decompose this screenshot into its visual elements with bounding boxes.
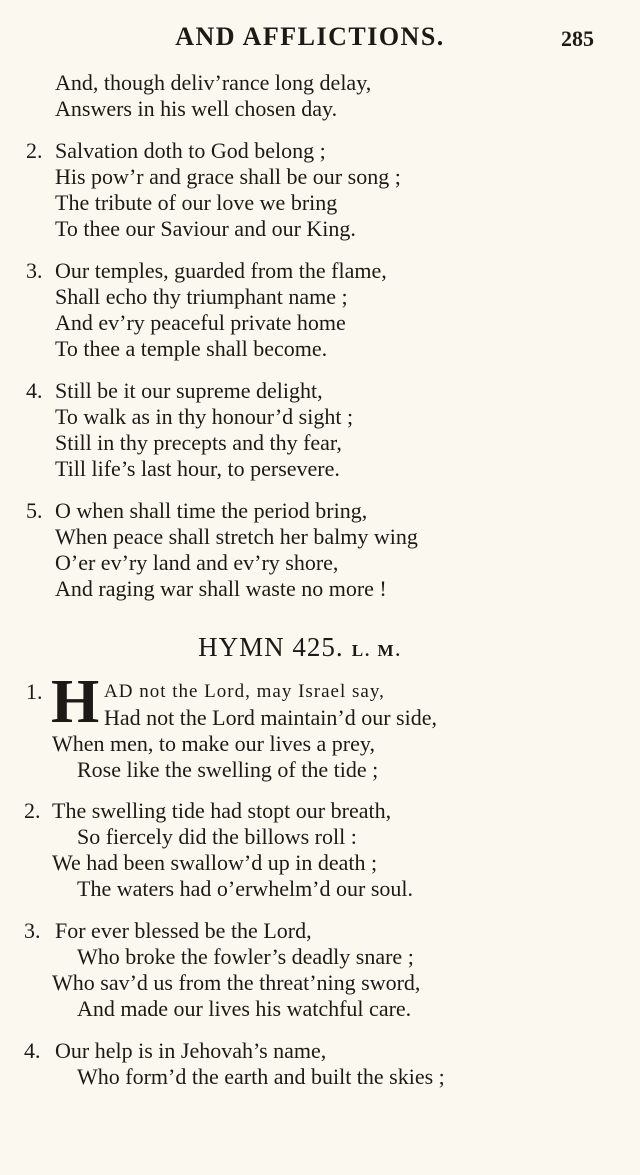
verse-line: Salvation doth to God belong ; <box>55 138 326 163</box>
stanza-number: 2. <box>24 798 41 823</box>
stanza-number: 3. <box>26 258 43 283</box>
stanza-number: 1. <box>26 679 43 704</box>
verse-line: And ev’ry peaceful private home <box>55 310 346 335</box>
verse-line: Our help is in Jehovah’s name, <box>55 1038 327 1063</box>
verse-line: His pow’r and grace shall be our song ; <box>55 164 401 189</box>
stanza-number: 4. <box>26 378 43 403</box>
hymn-meter: L. M. <box>351 641 402 660</box>
verse-line: Answers in his well chosen day. <box>55 96 338 121</box>
verse-line: Who sav’d us from the threat’ning sword, <box>52 970 421 995</box>
verse-line: To walk as in thy honour’d sight ; <box>55 404 354 429</box>
verse-line: To thee our Saviour and our King. <box>55 216 356 241</box>
verse-line: Still in thy precepts and thy fear, <box>55 430 342 455</box>
stanza-number: 5. <box>26 498 43 523</box>
verse-line: Our temples, guarded from the flame, <box>55 258 387 283</box>
verse-line: So fiercely did the billows roll : <box>77 824 357 849</box>
verse-line: The waters had o’erwhelm’d our soul. <box>77 876 414 901</box>
hymn-title <box>0 632 600 663</box>
verse-line: The tribute of our love we bring <box>55 190 338 215</box>
verse-line: To thee a temple shall become. <box>55 336 328 361</box>
verse-line: And, though deliv’rance long delay, <box>55 70 372 95</box>
verse-line: Still be it our supreme delight, <box>55 378 323 403</box>
verse-line: Who broke the fowler’s deadly snare ; <box>77 944 414 969</box>
stanza-number: 3. <box>24 918 41 943</box>
hymn-number: HYMN 425. <box>198 632 344 662</box>
verse-line: And made our lives his watchful care. <box>77 996 412 1021</box>
verse-line: O’er ev’ry land and ev’ry shore, <box>55 550 339 575</box>
drop-cap: H <box>51 668 100 736</box>
verse-line: Rose like the swelling of the tide ; <box>77 757 379 782</box>
verse-line: Who form’d the earth and built the skies ; <box>77 1064 445 1089</box>
verse-line: Shall echo thy triumphant name ; <box>55 284 348 309</box>
verse-line: O when shall time the period bring, <box>55 498 368 523</box>
verse-line: For ever blessed be the Lord, <box>55 918 312 943</box>
verse-line: Had not the Lord maintain’d our side, <box>104 705 437 730</box>
verse-line: When peace shall stretch her balmy wing <box>55 524 418 549</box>
verse-line: Till life’s last hour, to persevere. <box>55 456 340 481</box>
page-number: 285 <box>561 26 594 51</box>
verse-line: AD not the Lord, may Israel say, <box>104 681 385 702</box>
verse-line: We had been swallow’d up in death ; <box>52 850 378 875</box>
stanza-number: 2. <box>26 138 43 163</box>
verse-line: And raging war shall waste no more ! <box>55 576 387 601</box>
verse-line: The swelling tide had stopt our breath, <box>52 798 392 823</box>
header-title: AND AFFLICTIONS. <box>175 22 445 51</box>
verse-line: When men, to make our lives a prey, <box>52 731 375 756</box>
stanza-number: 4. <box>24 1038 41 1063</box>
